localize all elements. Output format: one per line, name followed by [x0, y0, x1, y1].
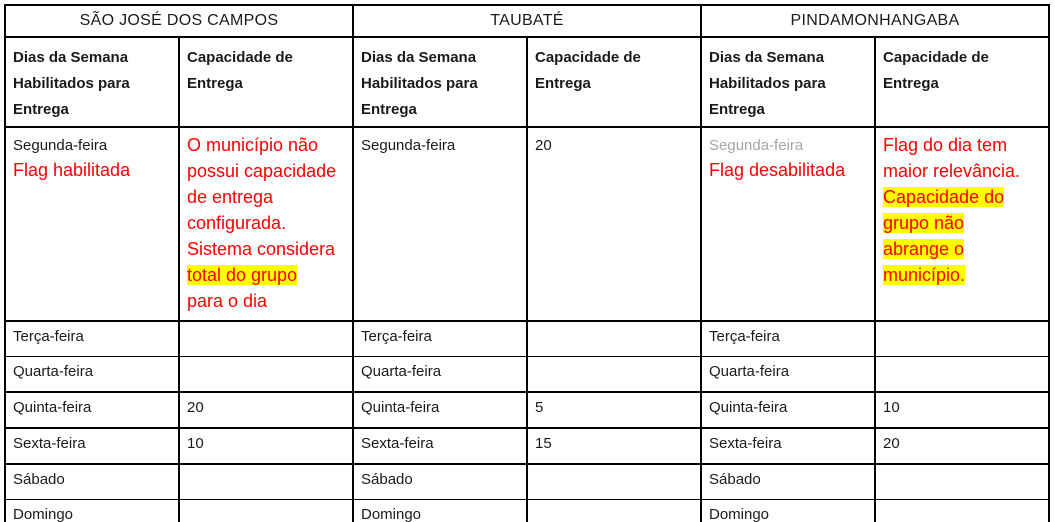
cell-pinda-saturday-label: Sábado [701, 464, 875, 500]
cell-pinda-wednesday-label: Quarta-feira [701, 357, 875, 393]
saturday-row [5, 464, 1049, 500]
delivery-capacity-table [4, 4, 1050, 522]
friday-row [5, 428, 1049, 464]
cell-sjc-thursday-capacity: 20 [179, 392, 353, 428]
colheader-sjc-capacity: Capacidade de Entrega [179, 37, 353, 127]
text-line: município. [883, 265, 966, 285]
colheader-pinda-capacity: Capacidade de Entrega [875, 37, 1049, 127]
cell-sjc-sunday-capacity [179, 500, 353, 522]
cell-pinda-sunday-capacity [875, 500, 1049, 522]
cell-taubate-thursday-label: Quinta-feira [353, 392, 527, 428]
text-line: Flag desabilitada [709, 160, 846, 180]
cell-taubate-tuesday-label: Terça-feira [353, 321, 527, 357]
cell-pinda-saturday-capacity [875, 464, 1049, 500]
text-line: maior relevância. [883, 161, 1021, 181]
text-line: de entrega [187, 187, 274, 207]
cell-pinda-monday-capacity-note [875, 127, 1049, 321]
thursday-row [5, 392, 1049, 428]
cell-pinda-tuesday-label: Terça-feira [701, 321, 875, 357]
cell-taubate-saturday-label: Sábado [353, 464, 527, 500]
cell-sjc-tuesday-label: Terça-feira [5, 321, 179, 357]
cell-taubate-wednesday-capacity [527, 357, 701, 393]
cell-pinda-thursday-capacity: 10 [875, 392, 1049, 428]
city-header-taubate: TAUBATÉ [353, 5, 701, 37]
colheader-pinda-days: Dias da Semana Habilitados para Entrega [701, 37, 875, 127]
text-line: Flag habilitada [13, 160, 131, 180]
colheader-taubate-days: Dias da Semana Habilitados para Entrega [353, 37, 527, 127]
cell-taubate-thursday-capacity: 5 [527, 392, 701, 428]
cell-sjc-wednesday-capacity [179, 357, 353, 393]
column-header-row [5, 37, 1049, 127]
colheader-sjc-days: Dias da Semana Habilitados para Entrega [5, 37, 179, 127]
cell-taubate-sunday-label: Domingo [353, 500, 527, 522]
cell-taubate-monday-capacity [527, 127, 701, 321]
text-line: Sistema considera [187, 239, 336, 259]
text-line: O município não [187, 135, 319, 155]
cell-sjc-saturday-label: Sábado [5, 464, 179, 500]
cell-taubate-sunday-capacity [527, 500, 701, 522]
cell-sjc-friday-label: Sexta-feira [5, 428, 179, 464]
cell-pinda-tuesday-capacity [875, 321, 1049, 357]
text-line: Segunda-feira [361, 137, 456, 154]
cell-taubate-tuesday-capacity [527, 321, 701, 357]
cell-sjc-wednesday-label: Quarta-feira [5, 357, 179, 393]
cell-pinda-friday-capacity: 20 [875, 428, 1049, 464]
text-line: possui capacidade [187, 161, 337, 181]
text-line: para o dia [187, 291, 268, 311]
wednesday-row [5, 357, 1049, 393]
cell-sjc-sunday-label: Domingo [5, 500, 179, 522]
cell-taubate-friday-label: Sexta-feira [353, 428, 527, 464]
cell-taubate-saturday-capacity [527, 464, 701, 500]
cell-taubate-wednesday-label: Quarta-feira [353, 357, 527, 393]
cell-sjc-friday-capacity: 10 [179, 428, 353, 464]
tuesday-row [5, 321, 1049, 357]
cell-pinda-thursday-label: Quinta-feira [701, 392, 875, 428]
text-line: abrange o [883, 239, 965, 259]
city-header-pindamonhangaba: PINDAMONHANGABA [701, 5, 1049, 37]
cell-taubate-monday-label [353, 127, 527, 321]
text-line: grupo não [883, 213, 965, 233]
cell-pinda-friday-label: Sexta-feira [701, 428, 875, 464]
cell-sjc-thursday-label: Quinta-feira [5, 392, 179, 428]
monday-row [5, 127, 1049, 321]
text-line: 20 [535, 137, 552, 154]
city-header-sao-jose-dos-campos: SÃO JOSÉ DOS CAMPOS [5, 5, 353, 37]
sunday-row [5, 500, 1049, 522]
cell-pinda-monday-label [701, 127, 875, 321]
colheader-taubate-capacity: Capacidade de Entrega [527, 37, 701, 127]
cell-sjc-tuesday-capacity [179, 321, 353, 357]
text-line: total do grupo [187, 265, 298, 285]
cell-taubate-friday-capacity: 15 [527, 428, 701, 464]
text-line: Capacidade do [883, 187, 1005, 207]
cell-pinda-sunday-label: Domingo [701, 500, 875, 522]
cell-sjc-monday-capacity-note [179, 127, 353, 321]
text-line: Segunda-feira [13, 137, 108, 154]
cell-sjc-monday-label [5, 127, 179, 321]
cell-sjc-saturday-capacity [179, 464, 353, 500]
city-header-row [5, 5, 1049, 37]
cell-pinda-wednesday-capacity [875, 357, 1049, 393]
text-line: configurada. [187, 213, 287, 233]
text-line: Flag do dia tem [883, 135, 1008, 155]
text-line: Segunda-feira [709, 137, 804, 154]
